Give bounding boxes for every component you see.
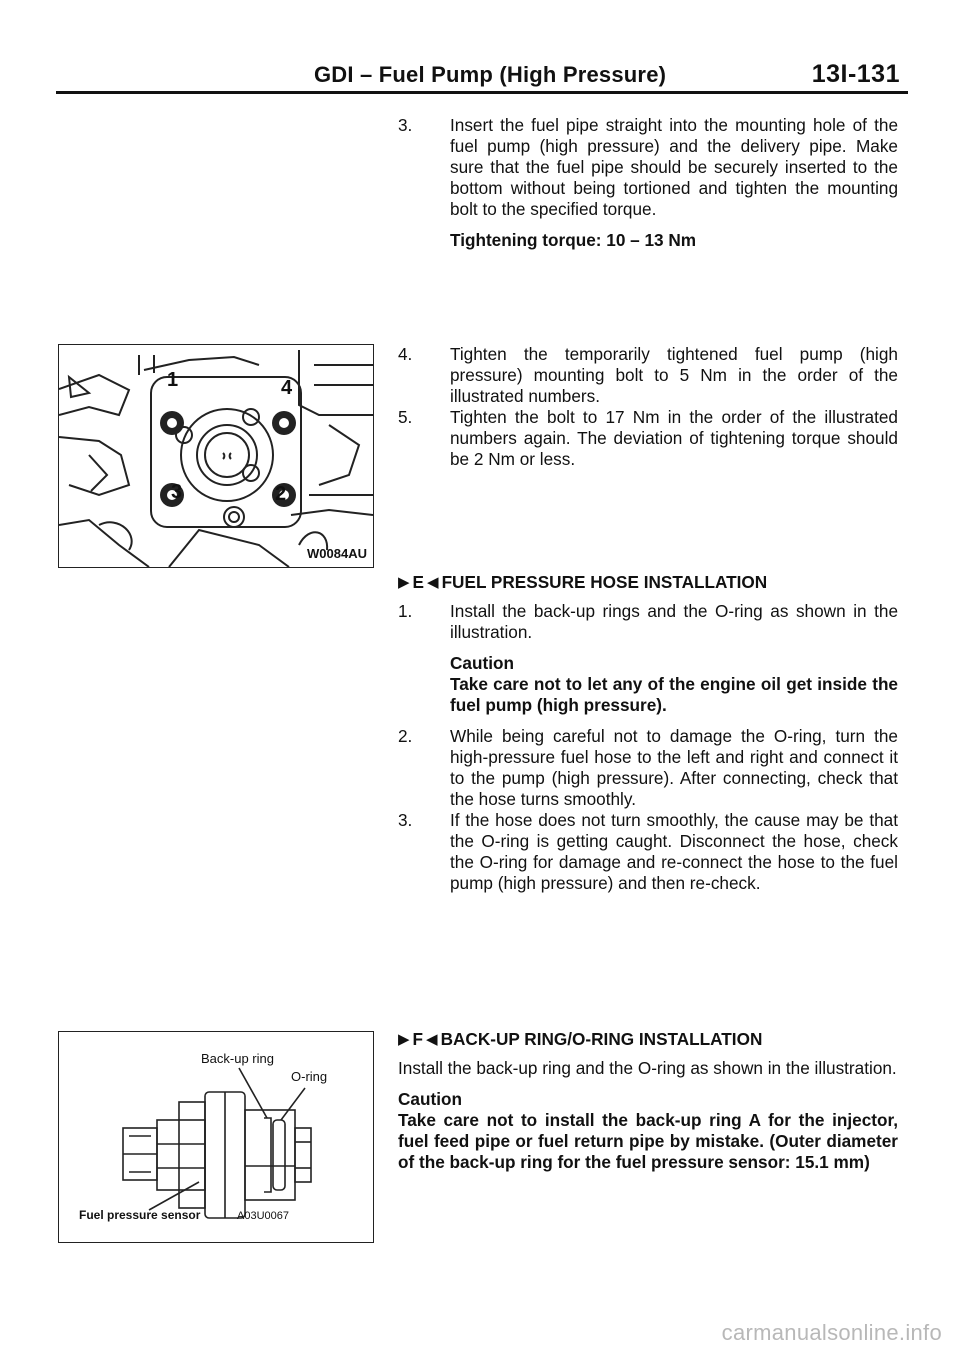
page-header [56, 60, 908, 96]
tightening-torque: Tightening torque: 10 – 13 Nm [450, 230, 697, 250]
step-number: 4. [398, 344, 413, 364]
section-title: FUEL PRESSURE HOSE INSTALLATION [441, 572, 768, 592]
o-ring-label: O-ring [291, 1069, 328, 1084]
backup-ring-label: Back-up ring [201, 1051, 274, 1066]
caution-title: Caution [450, 653, 514, 673]
step-text: Insert the fuel pipe straight into the mounting hole of the fuel pump (high pressure) and the delivery pipe. Make sure that the fuel pipe should be securely inserted to the bottom without being tortioned and tighten the mounting bolt to the specified torque. [450, 115, 898, 219]
section-marker: F [412, 1029, 424, 1049]
caution-title: Caution [398, 1089, 462, 1109]
step-number: 1. [398, 601, 413, 621]
steps-4-5-block [398, 344, 898, 470]
section-e [398, 572, 898, 894]
caution-text: Take care not to install the back-up ring A for the injector, fuel feed pipe or fuel return pipe by mistake. (Outer diameter of the back-up ring for the fuel pressure sensor: 15.1 mm) [398, 1110, 898, 1172]
step-1 [398, 601, 898, 643]
step-number: 2. [398, 726, 413, 746]
right-triangle-icon: ▶ [398, 1031, 410, 1048]
section-title: BACK-UP RING/O-RING INSTALLATION [440, 1029, 763, 1049]
step-number: 3. [398, 115, 413, 135]
section-heading [398, 1029, 898, 1050]
bolt-label-1: 1 [167, 369, 179, 391]
step-5 [398, 407, 898, 470]
left-triangle-icon: ◀ [426, 1031, 438, 1048]
watermark: carmanualsonline.info [721, 1320, 942, 1345]
header-rule [56, 91, 908, 94]
step-2 [398, 726, 898, 810]
section-marker: E [412, 572, 425, 592]
step-text: If the hose does not turn smoothly, the cause may be that the O-ring is getting caught. Disconnect the hose, check the O-ring for damage and re-connect the hose to the fuel pump (high pressure) and then re-check. [450, 810, 898, 893]
bolt-order-figure [58, 344, 374, 568]
page-title: GDI – Fuel Pump (High Pressure) [314, 62, 667, 87]
sensor-figure [58, 1031, 374, 1243]
step-3 [398, 810, 898, 894]
section-text: Install the back-up ring and the O-ring as shown in the illustration. [398, 1058, 897, 1078]
bolt-label-3: 3 [171, 481, 183, 503]
pump-illustration [59, 345, 373, 567]
section-f [398, 1029, 898, 1173]
step-number: 3. [398, 810, 413, 830]
step-text: Tighten the bolt to 17 Nm in the order of the illustrated numbers again. The deviation of tightening torque should be 2 Nm or less. [450, 407, 898, 469]
figure-code: A03U0067 [237, 1210, 289, 1222]
fuel-pressure-sensor-label: Fuel pressure sensor [79, 1208, 201, 1222]
step-4 [398, 344, 898, 407]
step-text: Tighten the temporarily tightened fuel pump (high pressure) mounting bolt to 5 Nm in the order of the illustrated numbers. [450, 344, 898, 406]
step-text: Install the back-up rings and the O-ring as shown in the illustration. [450, 601, 898, 642]
page-number: 13I-131 [811, 60, 900, 88]
left-triangle-icon: ◀ [427, 574, 439, 591]
right-triangle-icon: ▶ [398, 574, 410, 591]
figure-code: W0084AU [307, 546, 367, 561]
bolt-label-2: 2 [275, 483, 287, 505]
caution-text: Take care not to let any of the engine oil get inside the fuel pump (high pressure). [450, 674, 898, 715]
bolt-label-4: 4 [281, 377, 293, 399]
step-number: 5. [398, 407, 413, 427]
step-3-block [398, 115, 898, 251]
step-text: While being careful not to damage the O-ring, turn the high-pressure fuel hose to the left and right and connect it to the pump (high pressure). After connecting, check that the hose turns smoothly. [450, 726, 898, 809]
section-heading [398, 572, 898, 593]
